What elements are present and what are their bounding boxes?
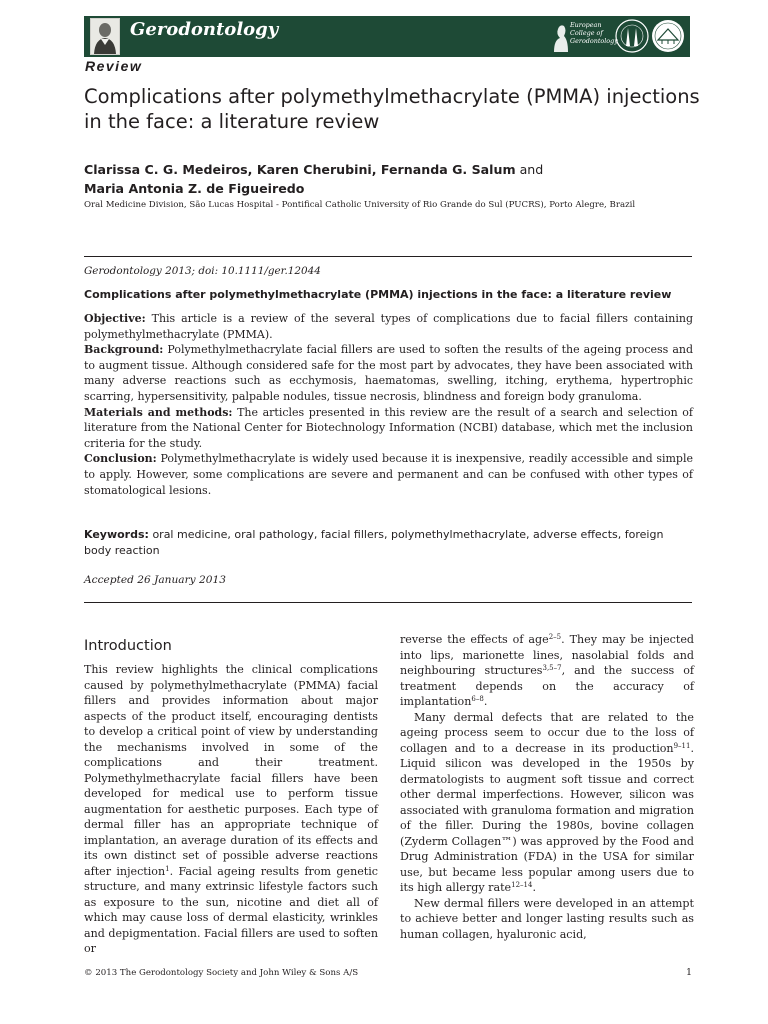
abstract (84, 311, 693, 498)
body-column-right (400, 632, 694, 942)
copyright-footer: © 2013 The Gerodontology Society and John Wiley & Sons A/S (84, 968, 359, 978)
paragraph: New dermal fillers were developed in an attempt to achieve better and longer lasting results such as human collagen, hyaluronic acid, (400, 896, 694, 941)
body-column-left (84, 662, 378, 957)
article-title: Complications after polymethylmethacrylate (PMMA) injections in the face: a literature review (84, 85, 700, 133)
journal-name: Gerodontology (130, 19, 279, 40)
citation: Gerodontology 2013; doi: 10.1111/ger.12044 (84, 265, 321, 277)
affiliation: Oral Medicine Division, São Lucas Hospital - Pontifical Catholic University of Rio Grande do Sul (PUCRS), Porto Alegre, Brazil (84, 200, 636, 210)
paragraph: reverse the effects of age$^{2-5}$. They may be injected into lips, marionette lines, nasolabial folds and neighbouring structures$^{3,5-7}$, and the success of treatment depends on the accuracy of implantation$^{6-8}$. (400, 633, 695, 708)
divider (84, 602, 692, 603)
introduction-heading: Introduction (84, 638, 172, 654)
divider (84, 256, 692, 257)
society-logos (550, 18, 686, 55)
portrait-icon (90, 18, 120, 55)
abstract-conclusion: Conclusion: Polymethylmethacrylate is widely used because it is inexpensive, readily accessible and simple to apply. However, some complications are severe and permanent and can be confused with other types of stomatological lesions. (84, 452, 694, 497)
keywords: Keywords: oral medicine, oral pathology, facial fillers, polymethylmethacrylate, adverse effects, foreign body reaction (84, 528, 664, 557)
page-number: 1 (686, 967, 693, 978)
article-subtitle: Complications after polymethylmethacrylate (PMMA) injections in the face: a literature review (84, 288, 672, 301)
abstract-methods: Materials and methods: The articles presented in this review are the result of a search and selection of literature from the National Center for Biotechnology Information (NCBI) database, which met the inclusion criteria for the study. (84, 405, 693, 450)
accepted-date: Accepted 26 January 2013 (84, 574, 226, 586)
abstract-objective: Objective: This article is a review of the several types of complications due to facial fillers containing polymethylmethacrylate (PMMA). (84, 312, 693, 341)
author-conjunction: and (519, 162, 544, 177)
abstract-background: Background: Polymethylmethacrylate facial fillers are used to soften the results of the ageing process and to augment tissue. Although considered safe for the most part by advocates, they have been associated with many adverse reactions such as ecchymosis, haematomas, swelling, itching, erythema, hypertrophic scarring, hypersensitivity, palpable nodules, tissue necrosis, blindness and foreign body granuloma. (84, 343, 694, 403)
author-names: Clarissa C. G. Medeiros, Karen Cherubini, Fernanda G. Salum (84, 162, 516, 177)
author-names: Maria Antonia Z. de Figueiredo (84, 181, 305, 196)
author-list (84, 160, 543, 198)
logo-text: European College of Gerodontology (570, 21, 618, 45)
paragraph: Many dermal defects that are related to the ageing process seem to occur due to the loss of collagen and to a decrease in its production$^{9-11}$. Liquid silicon was developed in the 1950s by dermatologists to augment soft tissue and correct other dermal imperfections. However, silicon was associated with granuloma formation and migration of the filler. During the 1980s, bovine collagen (Zyderm Collagen™) was approved by the Food and Drug Administration (FDA) in the USA for similar use, but became less popular among users due to its high allergy rate$^{12-14}$. (400, 710, 694, 894)
paragraph: This review highlights the clinical complications caused by polymethylmethacrylate (PMMA) facial fillers and provides information about major aspects of the product itself, encouraging dentists to develop a critical point of view by understanding the mechanisms involved in some of the complications and their treatment. Polymethylmethacrylate facial fillers have been developed for medical use to perform tissue augmentation for aesthetic purposes. Each type of dermal filler has an appropriate technique of implantation, an average duration of its effects and its own distinct set of possible adverse reactions after injection$^1$. Facial ageing results from genetic structure, and many extrinsic lifestyle factors such as exposure to the sun, nicotine and diet all of which may cause loss of dermal elasticity, wrinkles and depigmentation. Facial fillers are used to soften or (84, 663, 378, 955)
journal-banner (84, 16, 690, 57)
section-label: Review (85, 58, 143, 74)
